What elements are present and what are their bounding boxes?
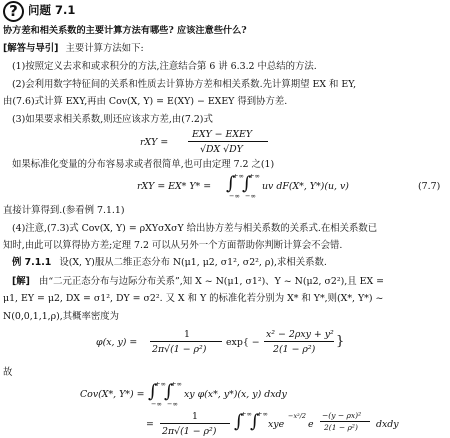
paragraph-1: (1)按照定义去求和或求积分的方法,注意结合第 6 讲 6.3.2 中总结的方法.	[12, 61, 317, 72]
cov2-rhs: xye	[268, 419, 285, 430]
equation-number: (7.7)	[418, 181, 441, 192]
int-hi-2: +∞	[249, 172, 260, 180]
integral-sign-5: ∫	[234, 411, 244, 432]
paragraph-3: (3)如果要求相关系数,则还应该求方差,由(7.2)式	[12, 114, 213, 125]
phi-numerator: 1	[184, 329, 190, 340]
cov2-fraction-line	[160, 423, 230, 424]
int-lo-2: −∞	[245, 192, 256, 200]
rxy-denominator: √DX √DY	[200, 144, 243, 155]
int-lo-1: −∞	[229, 192, 240, 200]
problem-title: 问题 7.1	[28, 3, 76, 17]
phi-exp: exp{ −	[226, 337, 260, 348]
answer-heading	[3, 44, 144, 53]
solution-line-2: μ1, EY = μ2, DX = σ1², DY = σ2². 又 X 和 Y 的标准化若分别为 X* 和 Y*,则(X*, Y*) ~	[3, 293, 384, 304]
answer-intro: 主要计算方法如下:	[65, 43, 144, 54]
int-lo-3: −∞	[151, 400, 162, 408]
solution-label: [解]	[12, 276, 30, 287]
int-hi-6: +∞	[257, 410, 268, 418]
paragraph-2: (2)会利用数字特征间的关系和性质去计算协方差和相关系数.先计算期望 EX 和 EY,	[12, 79, 357, 90]
int-hi-5: +∞	[241, 410, 252, 418]
example	[12, 258, 327, 267]
paragraph-5: 直接计算得到.(参看例 7.1.1)	[3, 205, 125, 216]
phi-exp-num: x² − 2ρxy + y²	[266, 329, 334, 340]
cov2-sup: −x²/2	[288, 412, 307, 420]
answer-label: [解答与导引]	[3, 43, 59, 54]
question-icon	[3, 1, 24, 22]
int-hi-4: +∞	[171, 380, 182, 388]
phi-fraction-line	[150, 341, 222, 342]
question-mark-icon: ?	[9, 2, 18, 20]
int-hi-3: +∞	[155, 380, 166, 388]
rxy2-rhs: uv dF(X*, Y*)(u, v)	[262, 181, 349, 192]
paragraph-6: (4)注意,(7.3)式 Cov(X, Y) = ρXYσXσY 给出协方差与相关系数的关系式.在相关系数已	[12, 223, 378, 234]
phi-exp-den: 2(1 − ρ²)	[273, 344, 316, 355]
solution-line-3: N(0,0,1,1,ρ),其概率密度为	[3, 311, 120, 322]
cov2-denominator: 2π√(1 − ρ²)	[162, 426, 217, 437]
example-label: 例 7.1.1	[12, 257, 52, 268]
integral-sign-3: ∫	[148, 381, 158, 402]
phi-exp-fraction-line	[264, 341, 334, 342]
phi-close-brace: }	[336, 334, 345, 349]
paragraph-2b: 由(7.6)式计算 EXY,再由 Cov(X, Y) = E(XY) − EXEY 得到协方差.	[3, 96, 288, 107]
int-lo-4: −∞	[167, 400, 178, 408]
paragraph-4: 如果标准化变量的分布容易求或者很简单,也可由定理 7.2 之(1)	[12, 159, 275, 170]
integral-sign-1: ∫	[226, 173, 236, 194]
rxy-lhs: rXY =	[140, 137, 169, 148]
cov2-tail: dxdy	[376, 419, 399, 430]
rxy-fraction-line	[188, 141, 268, 142]
rxy2-lhs: rXY = EX* Y* =	[137, 181, 212, 192]
cov2-e: e	[308, 419, 314, 430]
integral-sign-2: ∫	[242, 173, 252, 194]
cov-lhs: Cov(X*, Y*) =	[80, 389, 145, 400]
phi-lhs: φ(x, y) =	[96, 337, 138, 348]
integral-sign-6: ∫	[250, 411, 260, 432]
example-text: 设(X, Y)服从二维正态分布 N(μ1, μ2, σ1², σ2², ρ),求相关系数.	[59, 257, 327, 268]
rxy-numerator: EXY − EXEY	[192, 129, 253, 140]
integral-sign-4: ∫	[164, 381, 174, 402]
solution-text-1: 由“二元正态分布与边际分布关系”,知 X ~ N(μ1, σ1²)、Y ~ N(μ2, σ2²),且 EX =	[38, 276, 384, 287]
solution-line-1	[12, 277, 384, 286]
question-text: 协方差和相关系数的主要计算方法有哪些? 应该注意些什么?	[3, 25, 247, 36]
cov2-exp-num: −(y − ρx)²	[322, 411, 362, 420]
cov2-numerator: 1	[192, 411, 198, 422]
cov-rhs: xy φ(x*, y*)(x, y) dxdy	[184, 389, 287, 400]
phi-denominator: 2π√(1 − ρ²)	[152, 344, 207, 355]
cov2-exp-den: 2(1 − ρ²)	[324, 423, 358, 432]
cov2-eq: =	[146, 419, 154, 430]
int-hi-1: +∞	[233, 172, 244, 180]
solution-so: 故	[3, 367, 13, 378]
paragraph-6b: 知时,由此可以算得协方差;定理 7.2 可以从另外一个方面帮助你判断计算会不会错.	[3, 240, 343, 251]
cov2-exp-line	[320, 421, 370, 422]
